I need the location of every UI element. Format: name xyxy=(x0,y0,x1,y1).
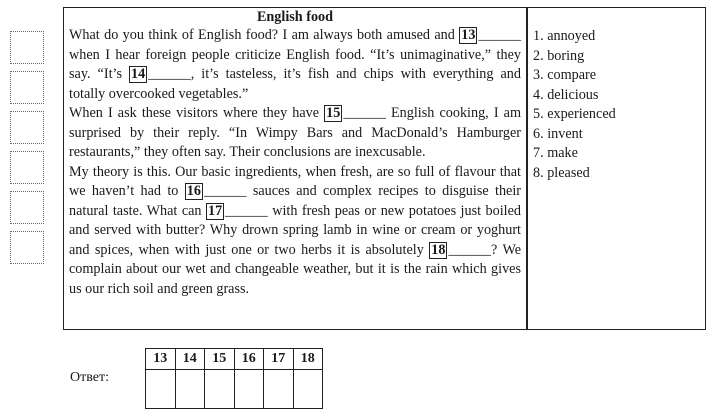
answer-header: 16 xyxy=(234,349,264,370)
gap-blank: ______ xyxy=(148,66,191,82)
option-item: 4. delicious xyxy=(533,86,599,103)
paragraph-2 xyxy=(69,104,521,163)
gap-blank: ______ xyxy=(343,105,386,121)
answer-box-14[interactable] xyxy=(10,71,44,104)
text-run: , it’s tasteless, it’s fish and chips with everything and totally overcooked vegetables.” xyxy=(69,66,521,102)
passage xyxy=(69,8,521,299)
gap-blank: ______ xyxy=(448,241,491,258)
paragraph-3 xyxy=(69,163,521,300)
gap-number-14: 14 xyxy=(130,66,146,82)
word-options-list xyxy=(533,27,616,183)
option-item: 6. invent xyxy=(533,125,583,142)
answer-cell-17[interactable] xyxy=(264,370,294,409)
gap-number-13: 13 xyxy=(461,27,476,43)
answer-box-17[interactable] xyxy=(10,191,44,224)
answer-box-13[interactable] xyxy=(10,31,44,64)
text-run: When I ask these visitors where they have xyxy=(69,105,325,121)
option-item: 3. compare xyxy=(533,67,597,83)
text-run: English cooking, I am surprised by their reply. “In Wimpy Bars and MacDonald’s Hamburger restaurants,” they often say. Their conclusions are inexcusable. xyxy=(69,105,521,160)
answer-cell-18[interactable] xyxy=(293,370,323,409)
gap-blank: ______ xyxy=(478,27,521,43)
answer-header: 15 xyxy=(205,349,235,370)
answer-box-16[interactable] xyxy=(10,151,44,184)
answer-header: 17 xyxy=(264,349,294,370)
paragraph-1 xyxy=(69,26,521,104)
answer-cell-16[interactable] xyxy=(234,370,264,409)
passage-title: English food xyxy=(256,9,334,25)
option-item: 7. make xyxy=(533,145,578,161)
text-run: when I hear foreign people criticize English food. “It’s unimaginative,” they say. “It’s xyxy=(69,46,521,82)
answer-table xyxy=(145,348,323,409)
text-run: sauces and complex recipes to disguise their natural taste. What can xyxy=(69,183,522,219)
answer-cell-15[interactable] xyxy=(205,370,235,409)
gap-number-16: 16 xyxy=(186,183,201,199)
column-divider xyxy=(526,7,528,330)
text-run: ? We complain about our wet and changeable weather, but it is the rain which gives us our rich soil and green grass. xyxy=(69,241,522,297)
option-item: 1. annoyed xyxy=(533,28,596,44)
text-run: My theory is this. Our basic ingredients, when fresh, are so full of flavour that we haven’t had to xyxy=(69,163,521,199)
gap-number-15: 15 xyxy=(326,105,341,121)
gap-number-17: 17 xyxy=(207,202,223,219)
answer-header: 13 xyxy=(146,349,176,370)
option-item: 5. experienced xyxy=(533,106,616,122)
option-item: 2. boring xyxy=(533,47,585,64)
answer-label: Ответ: xyxy=(70,370,109,385)
gap-blank: ______ xyxy=(225,202,268,219)
option-item: 8. pleased xyxy=(533,164,590,181)
answer-cell-13[interactable] xyxy=(146,370,176,409)
answer-cell-14[interactable] xyxy=(175,370,205,409)
answer-box-15[interactable] xyxy=(10,111,44,144)
answer-header: 14 xyxy=(175,349,205,370)
gap-number-18: 18 xyxy=(431,241,446,258)
gap-blank: ______ xyxy=(203,183,247,199)
text-run: What do you think of English food? I am always both amused and xyxy=(69,27,460,43)
text-run: with fresh peas or new potatoes just boiled and served with butter? Why drown spring lamb in wine or cream or yoghurt and spices, when with just one or two herbs it is absolutely xyxy=(69,202,521,258)
answer-box-18[interactable] xyxy=(10,231,44,264)
answer-header: 18 xyxy=(293,349,323,370)
